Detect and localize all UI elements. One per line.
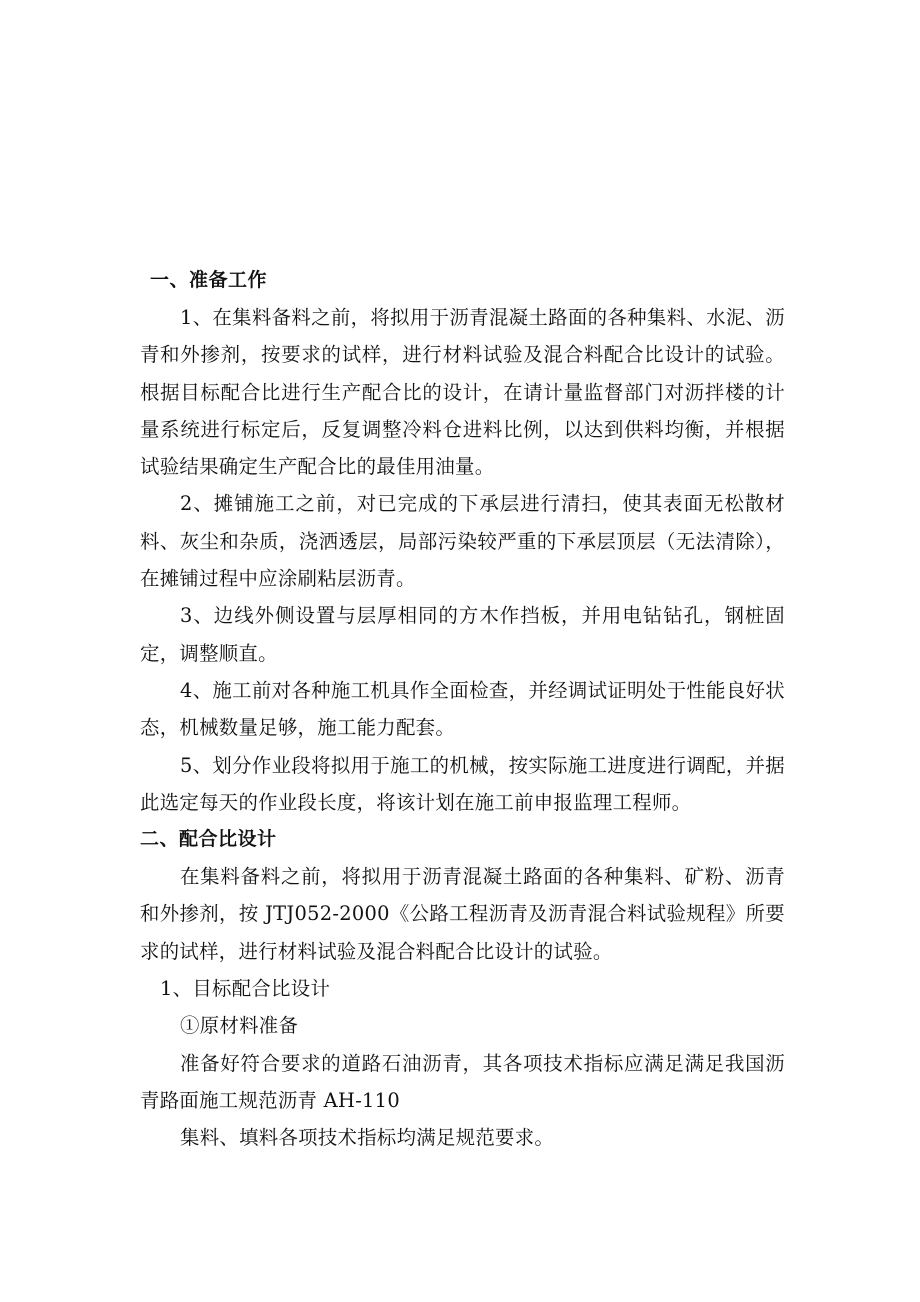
subheading-target-mix: 1、目标配合比设计 [160,977,331,1001]
paragraph-4: 4、施工前对各种施工机具作全面检查，并经调试证明处于性能良好状态，机械数量足够，施工能力配套。 [140,678,785,740]
paragraph-aggregate: 集料、填料各项技术指标均满足规范要求。 [180,1126,555,1150]
section-heading-preparation: 一、准备工作 [150,269,268,291]
paragraph-mix-intro: 在集料备料之前，将拟用于沥青混凝土路面的各种集料、矿粉、沥青和外掺剂，按 JTJ052-2000《公路工程沥青及沥青混合料试验规程》所要求的试样，进行材料试验及混合料配合比设计的试验。 [140,865,785,963]
paragraph-5: 5、划分作业段将拟用于施工的机械，按实际施工进度进行调配，并据此选定每天的作业段长度，将该计划在施工前申报监理工程师。 [140,753,785,814]
paragraph-2: 2、摊铺施工之前，对已完成的下承层进行清扫，使其表面无松散材料、灰尘和杂质，浇洒透层，局部污染较严重的下承层顶层（无法清除），在摊铺过程中应涂刷粘层沥青。 [140,492,785,591]
paragraph-1: 1、在集料备料之前，将拟用于沥青混凝土路面的各种集料、水泥、沥青和外掺剂，按要求的试样，进行材料试验及混合料配合比设计的试验。根据目标配合比进行生产配合比的设计，在请计量监督部门对沥拌楼的计量系统进行标定后，反复调整冷料仓进料比例，以达到供料均衡，并根据试验结果确定生产配合比的最佳用油量。 [140,306,785,479]
paragraph-asphalt: 准备好符合要求的道路石油沥青，其各项技术指标应满足满足我国沥青路面施工规范沥青 AH-110 [140,1051,785,1112]
item-raw-materials: ①原材料准备 [180,1014,299,1038]
section-heading-mix-design: 二、配合比设计 [140,828,277,851]
paragraph-3: 3、边线外侧设置与层厚相同的方木作挡板，并用电钻钻孔，钢桩固定，调整顺直。 [140,604,785,665]
document-body [140,262,785,1157]
